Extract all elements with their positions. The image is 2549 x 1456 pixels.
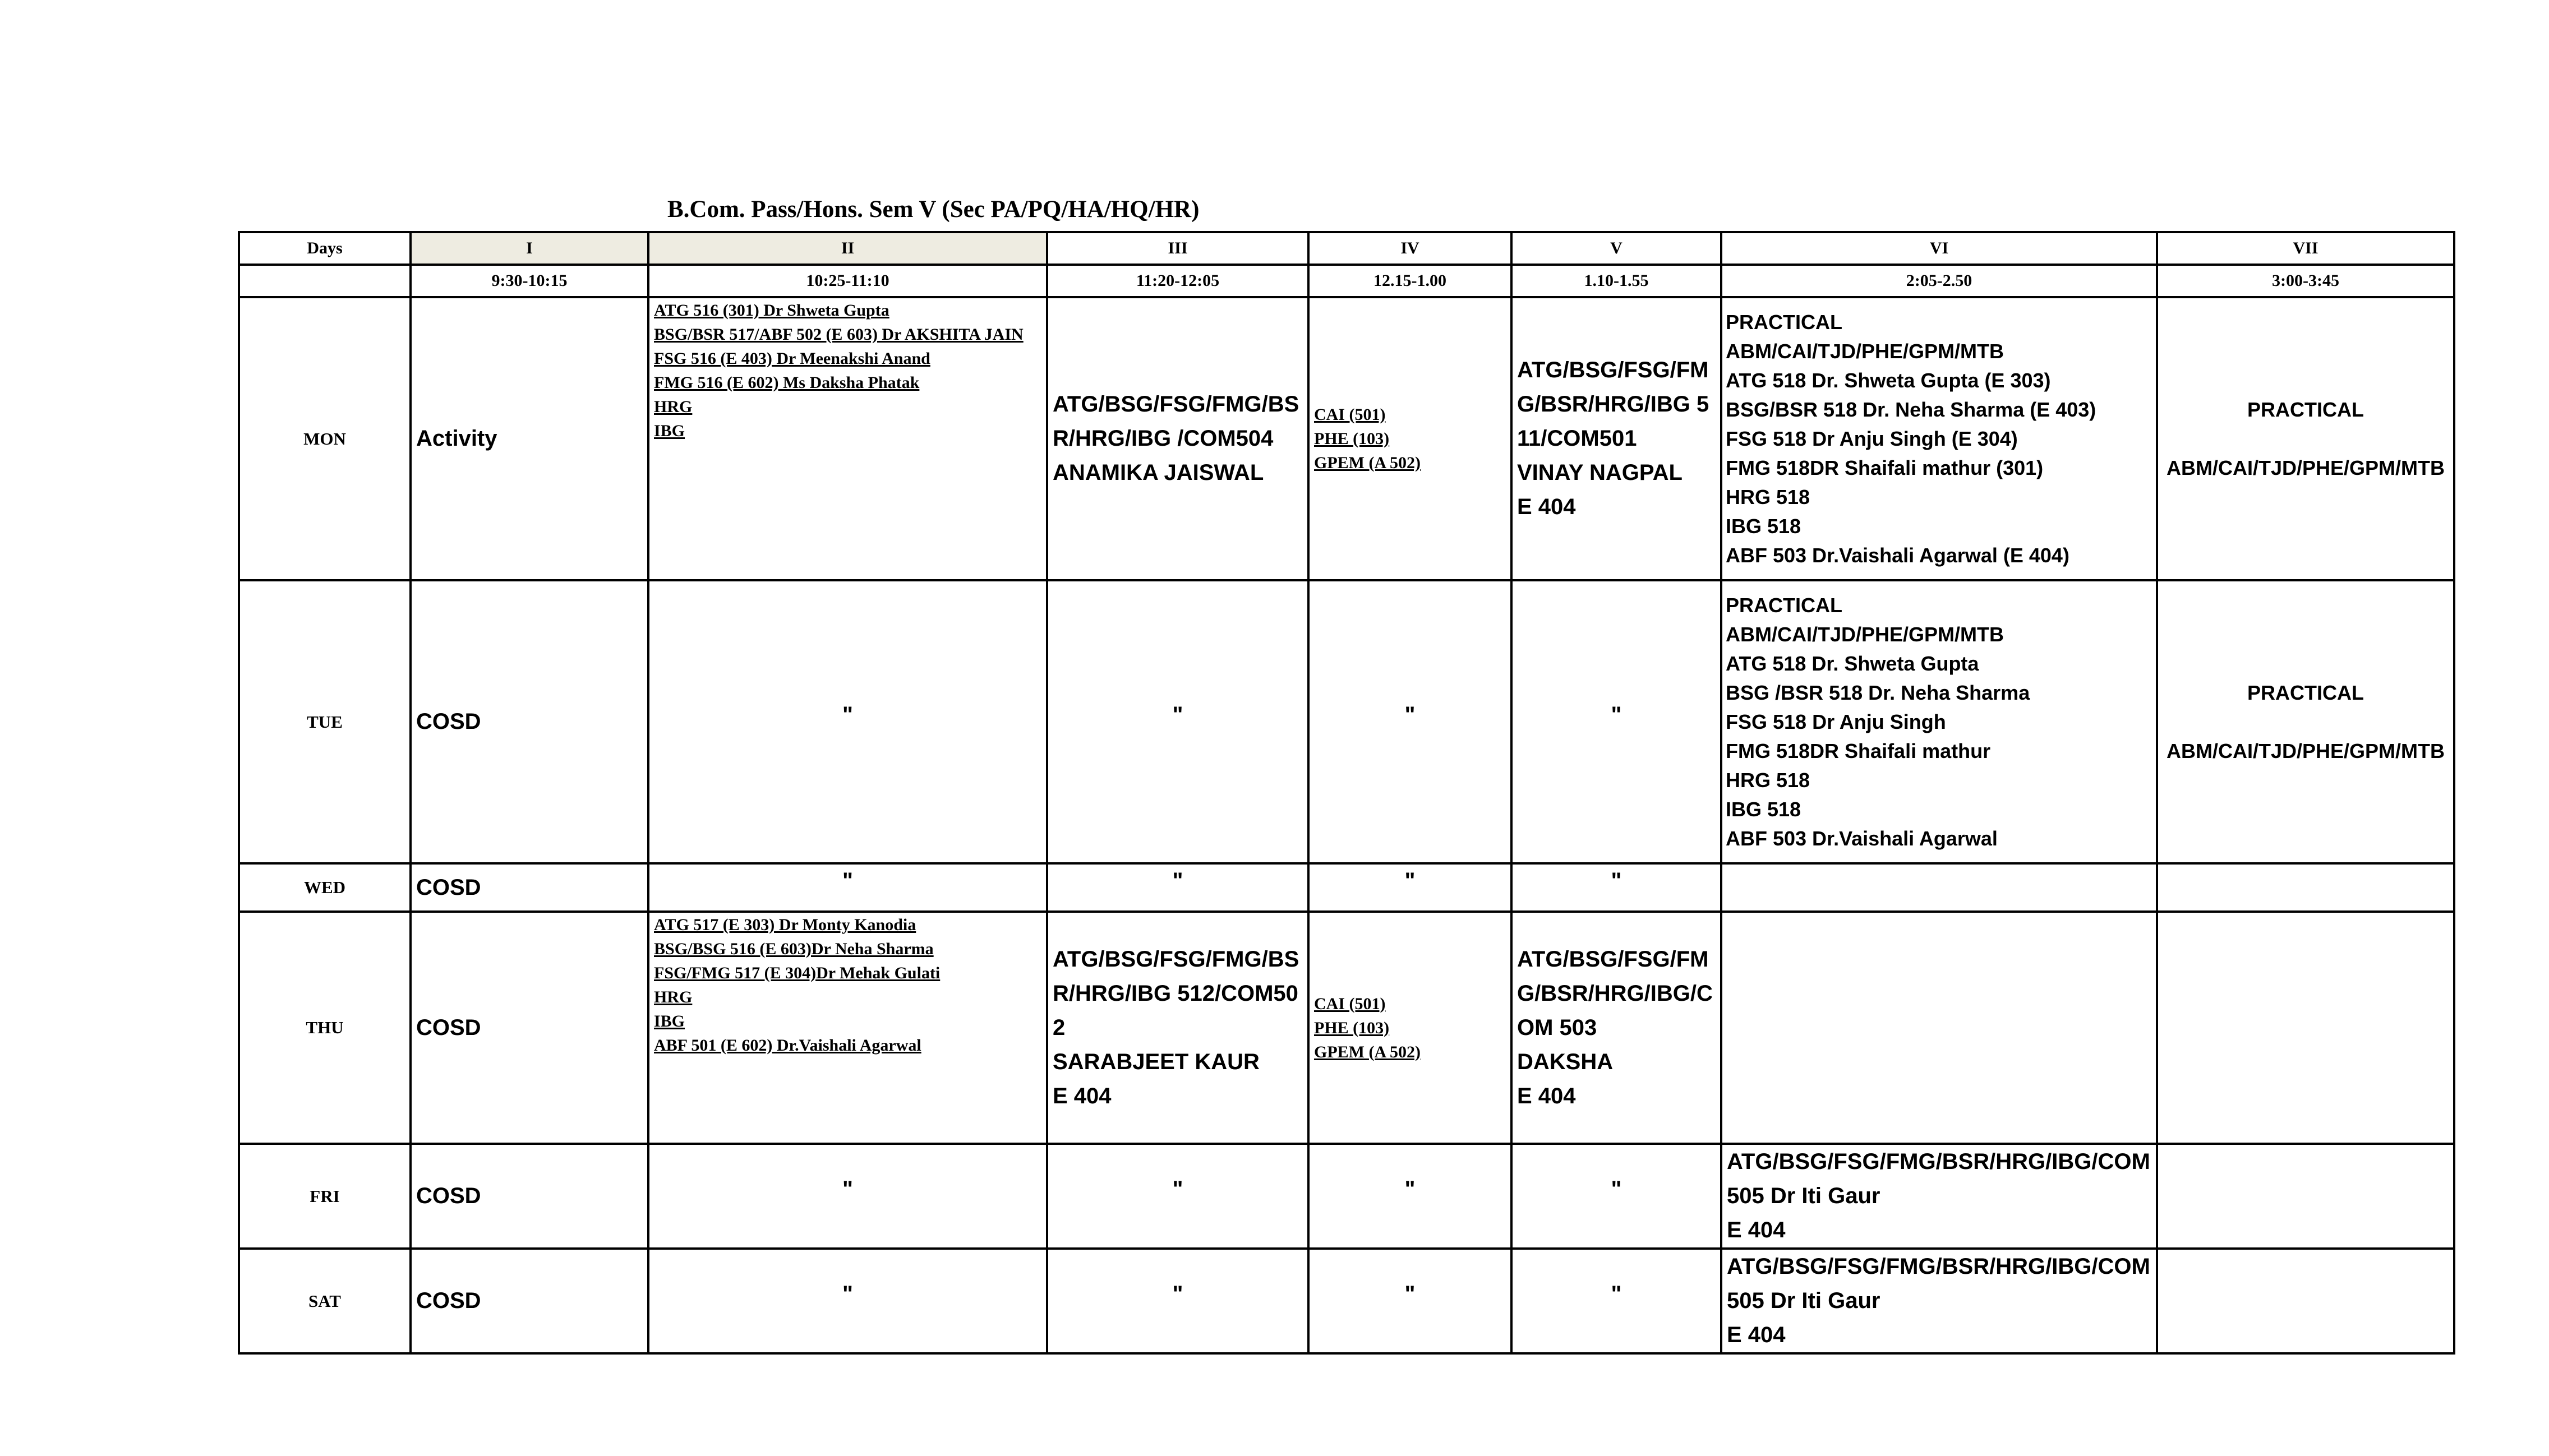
thu-p2-line: IBG xyxy=(654,1012,685,1030)
timetable xyxy=(238,231,2455,1355)
tue-period-3 xyxy=(1047,580,1308,863)
fri-period-3 xyxy=(1047,1144,1308,1249)
mon-period-4 xyxy=(1308,297,1511,580)
header-period-row xyxy=(239,232,2454,265)
tue-period-6 xyxy=(1721,580,2157,863)
thu-p5-line: DAKSHA xyxy=(1517,1049,1614,1074)
header-time-4: 12.15-1.00 xyxy=(1308,265,1511,297)
wed-period-5 xyxy=(1511,863,1721,912)
tue-p6-line: ABM/CAI/TJD/PHE/GPM/MTB xyxy=(1726,622,2004,646)
tue-p6-line: IBG 518 xyxy=(1726,797,1801,821)
mon-p6-line: FMG 518DR Shaifali mathur (301) xyxy=(1726,456,2044,479)
header-time-3: 11:20-12:05 xyxy=(1047,265,1308,297)
sat-period-6 xyxy=(1721,1249,2157,1353)
day-label-thu: THU xyxy=(239,912,411,1144)
mon-p5-line: VINAY NAGPAL xyxy=(1517,460,1683,485)
thu-p4-line: GPEM (A 502) xyxy=(1314,1042,1421,1061)
header-time-2: 10:25-11:10 xyxy=(648,265,1047,297)
tue-period-1: COSD xyxy=(411,580,648,863)
sat-period-1: COSD xyxy=(411,1249,648,1353)
mon-p3-line: ANAMIKA JAISWAL xyxy=(1053,460,1264,485)
wed-period-1: COSD xyxy=(411,863,648,912)
mon-p6-line: BSG/BSR 518 Dr. Neha Sharma (E 403) xyxy=(1726,397,2096,421)
header-time-row xyxy=(239,265,2454,297)
wed-period-6 xyxy=(1721,863,2157,912)
thu-p2-line: ATG 517 (E 303) Dr Monty Kanodia xyxy=(654,916,916,934)
row-fri xyxy=(239,1144,2454,1249)
header-period-2: II xyxy=(648,232,1047,265)
ditto-mark: " xyxy=(1611,868,1622,893)
fri-p6-line: ATG/BSG/FSG/FMG/BSR/HRG/IBG/COM 505 Dr Iti Gaur xyxy=(1727,1149,2150,1208)
day-label-tue: TUE xyxy=(239,580,411,863)
fri-period-4 xyxy=(1308,1144,1511,1249)
ditto-mark: " xyxy=(1172,1282,1183,1306)
tue-period-2 xyxy=(648,580,1047,863)
fri-period-5 xyxy=(1511,1144,1721,1249)
tue-p6-line: ATG 518 Dr. Shweta Gupta xyxy=(1726,651,1979,675)
tue-period-7 xyxy=(2157,580,2454,863)
sat-period-3 xyxy=(1047,1249,1308,1353)
day-label-fri: FRI xyxy=(239,1144,411,1249)
mon-p6-line: IBG 518 xyxy=(1726,514,1801,538)
header-period-4: IV xyxy=(1308,232,1511,265)
thu-p2-line: BSG/BSG 516 (E 603)Dr Neha Sharma xyxy=(654,940,934,958)
mon-p2-line: FSG 516 (E 403) Dr Meenakshi Anand xyxy=(654,349,930,368)
mon-p6-line: ABM/CAI/TJD/PHE/GPM/MTB xyxy=(1726,339,2004,363)
ditto-mark: " xyxy=(1404,868,1416,893)
ditto-mark: " xyxy=(1172,702,1183,727)
header-period-7: VII xyxy=(2157,232,2454,265)
wed-period-7 xyxy=(2157,863,2454,912)
fri-period-7 xyxy=(2157,1144,2454,1249)
ditto-mark: " xyxy=(842,1282,853,1306)
mon-period-1: Activity xyxy=(411,297,648,580)
thu-p4-line: PHE (103) xyxy=(1314,1018,1390,1037)
mon-period-5 xyxy=(1511,297,1721,580)
thu-p5-line: ATG/BSG/FSG/FMG/BSR/HRG/IBG/COM 503 xyxy=(1517,946,1713,1040)
sat-p6-line: E 404 xyxy=(1727,1323,1786,1347)
mon-p2-line: HRG xyxy=(654,397,693,416)
wed-period-4 xyxy=(1308,863,1511,912)
header-time-5: 1.10-1.55 xyxy=(1511,265,1721,297)
sat-period-2 xyxy=(648,1249,1047,1353)
ditto-mark: " xyxy=(1172,1177,1183,1201)
mon-p6-line: PRACTICAL xyxy=(1726,310,1842,334)
row-tue xyxy=(239,580,2454,863)
thu-p2-line: FSG/FMG 517 (E 304)Dr Mehak Gulati xyxy=(654,964,941,982)
mon-p5-line: E 404 xyxy=(1517,494,1576,519)
ditto-mark: " xyxy=(1611,1282,1622,1306)
thu-period-5 xyxy=(1511,912,1721,1144)
sat-period-5 xyxy=(1511,1249,1721,1353)
ditto-mark: " xyxy=(1611,1177,1622,1201)
mon-p7-line: PRACTICAL xyxy=(2247,397,2364,421)
tue-p7-line: ABM/CAI/TJD/PHE/GPM/MTB xyxy=(2166,739,2445,762)
ditto-mark: " xyxy=(1404,702,1416,727)
row-wed xyxy=(239,863,2454,912)
tue-period-5 xyxy=(1511,580,1721,863)
thu-p2-line: ABF 501 (E 602) Dr.Vaishali Agarwal xyxy=(654,1036,921,1055)
thu-period-2 xyxy=(648,912,1047,1144)
sat-period-4 xyxy=(1308,1249,1511,1353)
tue-p6-line: FMG 518DR Shaifali mathur xyxy=(1726,739,1991,762)
thu-p3-line: SARABJEET KAUR xyxy=(1053,1049,1260,1074)
ditto-mark: " xyxy=(842,702,853,727)
ditto-mark: " xyxy=(1404,1282,1416,1306)
fri-period-6 xyxy=(1721,1144,2157,1249)
sat-p6-line: ATG/BSG/FSG/FMG/BSR/HRG/IBG/COM 505 Dr Iti Gaur xyxy=(1727,1254,2150,1313)
mon-p6-line: FSG 518 Dr Anju Singh (E 304) xyxy=(1726,427,2018,450)
header-time-6: 2:05-2.50 xyxy=(1721,265,2157,297)
tue-p6-line: FSG 518 Dr Anju Singh xyxy=(1726,710,1946,733)
tue-period-4 xyxy=(1308,580,1511,863)
tue-p6-line: PRACTICAL xyxy=(1726,593,1842,617)
mon-p2-line: IBG xyxy=(654,422,685,440)
row-sat xyxy=(239,1249,2454,1353)
thu-period-4 xyxy=(1308,912,1511,1144)
header-period-5: V xyxy=(1511,232,1721,265)
header-period-1: I xyxy=(411,232,648,265)
mon-p4-line: CAI (501) xyxy=(1314,405,1386,424)
header-time-7: 3:00-3:45 xyxy=(2157,265,2454,297)
thu-period-3 xyxy=(1047,912,1308,1144)
fri-p6-line: E 404 xyxy=(1727,1218,1786,1242)
thu-period-6 xyxy=(1721,912,2157,1144)
mon-p2-line: FMG 516 (E 602) Ms Daksha Phatak xyxy=(654,373,920,392)
fri-period-1: COSD xyxy=(411,1144,648,1249)
day-label-mon: MON xyxy=(239,297,411,580)
header-time-1: 9:30-10:15 xyxy=(411,265,648,297)
timetable-title: B.Com. Pass/Hons. Sem V (Sec PA/PQ/HA/HQ/HR) xyxy=(667,196,1200,223)
tue-p6-line: BSG /BSR 518 Dr. Neha Sharma xyxy=(1726,681,2030,704)
ditto-mark: " xyxy=(1172,868,1183,893)
row-mon xyxy=(239,297,2454,580)
thu-period-7 xyxy=(2157,912,2454,1144)
day-label-wed: WED xyxy=(239,863,411,912)
mon-p7-line: ABM/CAI/TJD/PHE/GPM/MTB xyxy=(2166,456,2445,479)
thu-p4-line: CAI (501) xyxy=(1314,994,1386,1013)
mon-period-7 xyxy=(2157,297,2454,580)
ditto-mark: " xyxy=(1404,1177,1416,1201)
row-thu xyxy=(239,912,2454,1144)
mon-p5-line: ATG/BSG/FSG/FMG/BSR/HRG/IBG 511/COM501 xyxy=(1517,358,1709,451)
header-period-6: VI xyxy=(1721,232,2157,265)
thu-p2-line: HRG xyxy=(654,988,693,1006)
ditto-mark: " xyxy=(842,1177,853,1201)
tue-p6-line: HRG 518 xyxy=(1726,768,1810,792)
header-period-3: III xyxy=(1047,232,1308,265)
thu-p3-line: E 404 xyxy=(1053,1083,1112,1108)
day-label-sat: SAT xyxy=(239,1249,411,1353)
header-days: Days xyxy=(239,232,411,265)
mon-p4-line: PHE (103) xyxy=(1314,429,1390,448)
ditto-mark: " xyxy=(842,868,853,893)
mon-p4-line: GPEM (A 502) xyxy=(1314,454,1421,472)
mon-p2-line: BSG/BSR 517/ABF 502 (E 603) Dr AKSHITA JAIN xyxy=(654,325,1024,344)
mon-p6-line: HRG 518 xyxy=(1726,485,1810,509)
thu-period-1: COSD xyxy=(411,912,648,1144)
tue-p7-line: PRACTICAL xyxy=(2247,681,2364,704)
wed-period-3 xyxy=(1047,863,1308,912)
thu-p3-line: ATG/BSG/FSG/FMG/BSR/HRG/IBG 512/COM502 xyxy=(1053,946,1299,1040)
tue-p6-line: ABF 503 Dr.Vaishali Agarwal xyxy=(1726,826,1998,850)
sat-period-7 xyxy=(2157,1249,2454,1353)
header-time-blank xyxy=(239,265,411,297)
fri-period-2 xyxy=(648,1144,1047,1249)
mon-period-6 xyxy=(1721,297,2157,580)
mon-period-2 xyxy=(648,297,1047,580)
mon-p6-line: ABF 503 Dr.Vaishali Agarwal (E 404) xyxy=(1726,543,2069,567)
thu-p5-line: E 404 xyxy=(1517,1083,1576,1108)
ditto-mark: " xyxy=(1611,702,1622,727)
wed-period-2 xyxy=(648,863,1047,912)
mon-period-3 xyxy=(1047,297,1308,580)
mon-p6-line: ATG 518 Dr. Shweta Gupta (E 303) xyxy=(1726,368,2051,392)
mon-p2-line: ATG 516 (301) Dr Shweta Gupta xyxy=(654,301,889,320)
mon-p3-line: ATG/BSG/FSG/FMG/BSR/HRG/IBG /COM504 xyxy=(1053,392,1299,451)
